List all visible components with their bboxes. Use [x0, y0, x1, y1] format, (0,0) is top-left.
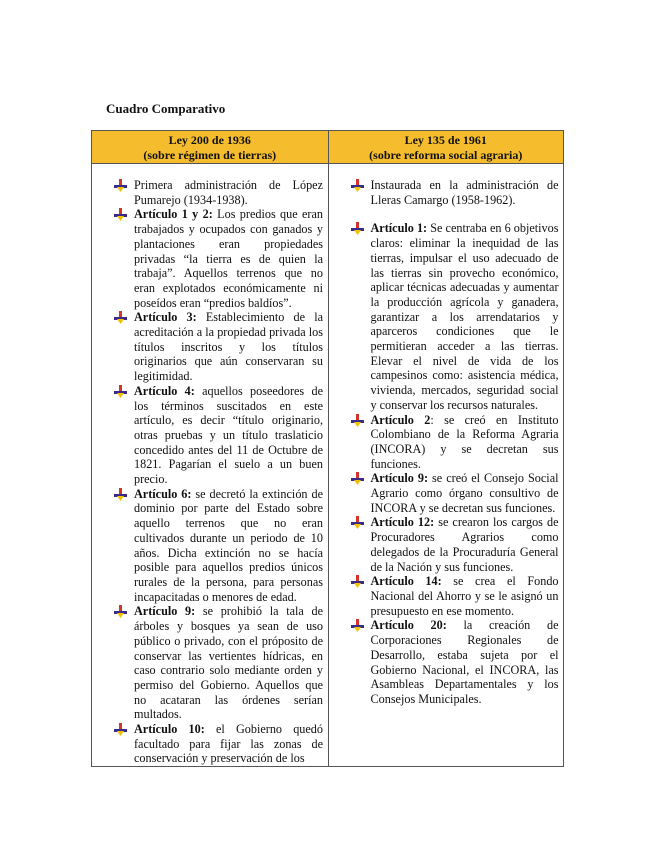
header-subtitle: (sobre régimen de tierras): [143, 148, 277, 162]
arrow-bullet-icon: [351, 414, 364, 427]
list-item: Artículo 1: Se centraba en 6 objetivos claros: eliminar la inequidad de las tierras, impulsar el uso adecuado de las tierras sin provecho económico, aplicar técnicas adecuadas y aumentar la producción agrícola y ganadera, garantizar a los arrendatarios y aparceros condiciones que le permitieran acceder a las tierras. Elevar el nivel de vida de los campesinos como: asistencia médica, vivienda, mercados, seguridad social y conservar los recursos naturales.: [349, 221, 559, 412]
arrow-bullet-icon: [114, 723, 127, 736]
list-item: Artículo 6: se decretó la extinción de dominio por parte del Estado sobre aquello terrenos que no eran cultivados durante un periodo de 10 años. Dicha extinción no se hacía posible para aquellos predios únicos rurales de la persona, para personas incapacitadas o menores de edad.: [112, 487, 323, 605]
list-item: Artículo 9: se prohibió la tala de árboles y bosques ya sean de uso público o privado, con el próposito de conservar las vertientes hídricas, en caso contrario solo mediante orden y permiso del Gobierno. Aquellos que no acataran las órdenes serían multados.: [112, 604, 323, 722]
page-title: Cuadro Comparativo: [106, 101, 226, 116]
arrow-bullet-icon: [114, 311, 127, 324]
list-item: Artículo 9: se creó el Consejo Social Agrario como órgano consultivo de INCORA y se decretan sus funciones.: [349, 471, 559, 515]
arrow-bullet-icon: [114, 179, 127, 192]
arrow-bullet-icon: [114, 208, 127, 221]
arrow-bullet-icon: [114, 385, 127, 398]
list-right: [349, 178, 559, 707]
header-subtitle: (sobre reforma social agraria): [369, 148, 523, 162]
arrow-bullet-icon: [351, 472, 364, 485]
column-header-left: [92, 131, 328, 164]
list-item: Artículo 2: se creó en Instituto Colombiano de la Reforma Agraria (INCORA) y se decretan sus funciones.: [349, 413, 559, 472]
arrow-bullet-icon: [351, 575, 364, 588]
list-item: Instaurada en la administración de Lleras Camargo (1958-1962).: [349, 178, 559, 207]
arrow-bullet-icon: [351, 179, 364, 192]
arrow-bullet-icon: [114, 605, 127, 618]
list-item: Artículo 12: se crearon los cargos de Procuradores Agrarios como delegados de la Procuraduría General de la Nación y sus funciones.: [349, 515, 559, 574]
arrow-bullet-icon: [351, 516, 364, 529]
arrow-bullet-icon: [351, 619, 364, 632]
column-ley-135: [329, 131, 564, 766]
header-title: Ley 135 de 1961: [404, 133, 487, 147]
column-header-right: [329, 131, 564, 164]
comparison-table: [91, 130, 564, 767]
arrow-bullet-icon: [114, 488, 127, 501]
list-item: Artículo 10: el Gobierno quedó facultado para fijar las zonas de conservación y preservación de los: [112, 722, 323, 766]
list-item: Primera administración de López Pumarejo (1934-1938).: [112, 178, 323, 207]
list-left: [112, 178, 323, 766]
arrow-bullet-icon: [351, 222, 364, 235]
list-item: Artículo 14: se crea el Fondo Nacional del Ahorro y se le asignó un presupuesto en ese momento.: [349, 574, 559, 618]
list-item: Artículo 4: aquellos poseedores de los términos suscitados en este artículo, es decir “título originario, otras pruebas y un título traslaticio concedido antes del 11 de Octubre de 1821. Pagarían el suelo a un buen precio.: [112, 384, 323, 487]
list-item: Artículo 1 y 2: Los predios que eran trabajados y ocupados con ganados y plantaciones eran propiedades privadas “la tierra es de quien la trabaja”. Aquellos terrenos que no eran explotados económicamente ni poseídos eran “predios baldíos”.: [112, 207, 323, 310]
header-title: Ley 200 de 1936: [168, 133, 251, 147]
list-item: Artículo 3: Establecimiento de la acreditación a la propiedad privada los títulos inscritos y los títulos originarios que aún conservaran su legitimidad.: [112, 310, 323, 384]
list-item: Artículo 20: la creación de Corporaciones Regionales de Desarrollo, estaba sujeta por el Gobierno Nacional, el INCORA, las Asambleas Departamentales y los Consejos Municipales.: [349, 618, 559, 706]
column-ley-200: [92, 131, 329, 766]
